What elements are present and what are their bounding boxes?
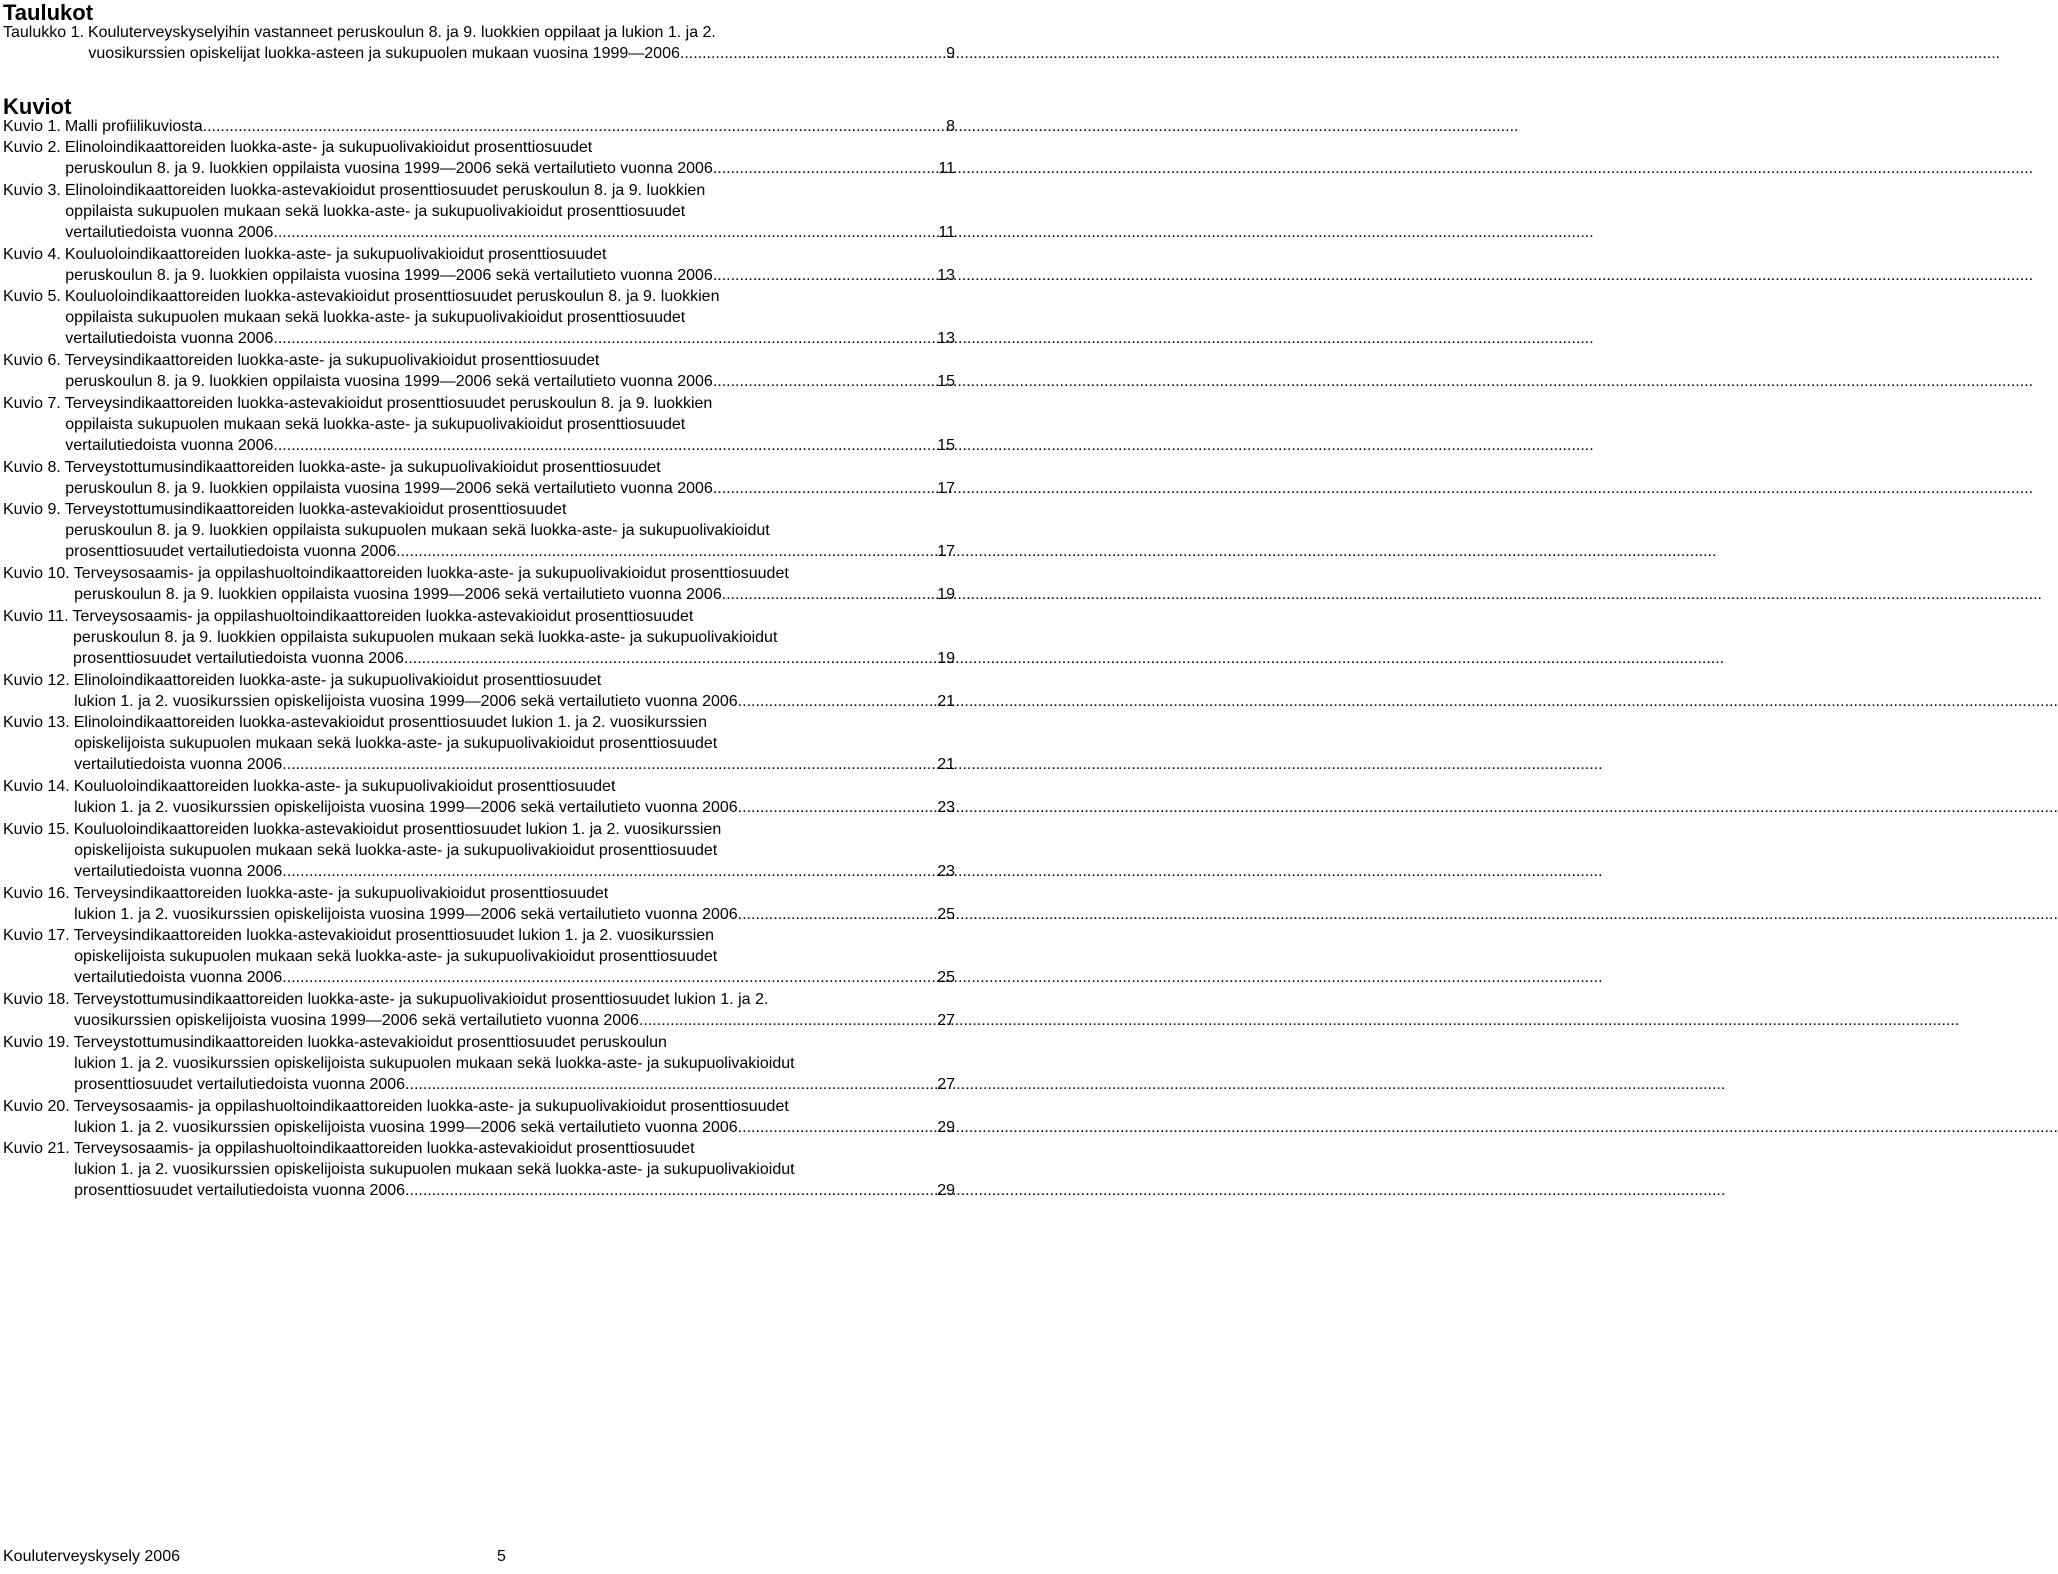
toc-entry-line — [3, 244, 955, 265]
toc-entry-text: Terveystottumusindikaattoreiden luokka-astevakioidut prosenttiosuudet peruskoulun — [73, 1033, 667, 1051]
toc-page-number: 8 — [946, 118, 955, 135]
toc-entry-label: Taulukko 1. — [3, 24, 84, 41]
toc-page-number: 13 — [937, 266, 955, 284]
toc-entry-text: Elinoloindikaattoreiden luokka-aste- ja sukupuolivakioidut prosenttiosuudet — [73, 671, 602, 689]
toc-entry[interactable] — [3, 286, 955, 349]
toc-entry-line — [3, 457, 955, 478]
toc-entry-label: Kuvio 4. — [3, 245, 61, 263]
toc-entry-line — [3, 989, 955, 1010]
toc-entry-line — [3, 691, 955, 712]
toc-entry-line — [3, 414, 955, 435]
toc-entry-text: prosenttiosuudet vertailutiedoista vuonna 2006. — [72, 649, 409, 667]
toc-page-number: 23 — [937, 799, 955, 817]
toc-page-number: 23 — [937, 862, 955, 880]
toc-entry-text: peruskoulun 8. ja 9. luokkien oppilaista vuosina 1999—2006 sekä vertailutieto vuonna 2006. — [65, 160, 718, 178]
toc-leader-dots — [742, 691, 935, 712]
toc-entry-line — [3, 563, 955, 584]
toc-entry-text: vertailutiedoista vuonna 2006. — [74, 756, 287, 774]
toc-entry-text: Kouluoloindikaattoreiden luokka-aste- ja sukupuolivakioidut prosenttiosuudet — [64, 245, 607, 263]
toc-entry[interactable] — [3, 712, 955, 775]
toc-entry[interactable] — [3, 499, 955, 562]
toc-entry-text: oppilaista sukupuolen mukaan sekä luokka-aste- ja sukupuolivakioidut prosenttiosuudet — [65, 415, 686, 433]
toc-entry-line — [3, 499, 955, 520]
tables-heading: Taulukot — [3, 0, 94, 25]
toc-entry-line — [3, 1138, 955, 1159]
toc-entry-label: Kuvio 2. — [3, 139, 61, 157]
toc-entry-text: opiskelijoista sukupuolen mukaan sekä luokka-aste- ja sukupuolivakioidut prosenttiosuudet — [74, 735, 718, 753]
toc-entry-text: Terveysindikaattoreiden luokka-aste- ja sukupuolivakioidut prosenttiosuudet — [73, 884, 609, 902]
toc-leader-dots — [410, 1074, 936, 1095]
toc-page-number: 25 — [937, 905, 955, 923]
toc-entry-text: Terveysosaamis- ja oppilashuoltoindikaattoreiden luokka-astevakioidut prosenttiosuudet — [72, 607, 694, 625]
toc-entry-text: Malli profiilikuviosta — [64, 118, 203, 135]
toc-entry[interactable] — [3, 1032, 955, 1095]
toc-leader-dots — [643, 1010, 935, 1031]
toc-page-number: 27 — [937, 1012, 955, 1030]
toc-entry-text: vertailutiedoista vuonna 2006. — [65, 330, 278, 348]
toc-entry-text: peruskoulun 8. ja 9. luokkien oppilaista vuosina 1999—2006 sekä vertailutieto vuonna 2006. — [65, 373, 718, 391]
toc-entry-line — [3, 627, 955, 648]
toc-entry-line — [3, 435, 955, 456]
toc-page-number: 19 — [937, 649, 955, 667]
toc-entry-text: lukion 1. ja 2. vuosikurssien opiskelijoista vuosina 1999—2006 sekä vertailutieto vuonna 2006. — [74, 692, 743, 710]
toc-leader-dots — [717, 478, 935, 499]
toc-entry[interactable] — [3, 244, 955, 286]
toc-entry-line — [3, 1180, 955, 1201]
toc-entry[interactable] — [3, 606, 955, 669]
toc-entry-text: Kouluoloindikaattoreiden luokka-astevakioidut prosenttiosuudet peruskoulun 8. ja 9. luokkien — [64, 288, 720, 306]
toc-entry-text: Terveystottumusindikaattoreiden luokka-aste- ja sukupuolivakioidut prosenttiosuudet — [64, 458, 661, 476]
toc-leader-dots — [278, 222, 937, 243]
toc-entry[interactable] — [3, 350, 955, 392]
toc-entry-text: Kouluoloindikaattoreiden luokka-astevakioidut prosenttiosuudet lukion 1. ja 2. vuosikurssien — [73, 820, 722, 838]
toc-page-number: 15 — [937, 373, 955, 391]
toc-entry-label: Kuvio 17. — [3, 927, 70, 945]
toc-entry-text: Kouluoloindikaattoreiden luokka-aste- ja sukupuolivakioidut prosenttiosuudet — [73, 778, 616, 796]
toc-entry[interactable] — [3, 180, 955, 243]
toc-entry-label: Kuvio 13. — [3, 714, 70, 732]
toc-entry-line — [3, 712, 955, 733]
toc-entry-line — [3, 328, 955, 349]
toc-entry-text: peruskoulun 8. ja 9. luokkien oppilaista vuosina 1999—2006 sekä vertailutieto vuonna 2006. — [65, 266, 718, 284]
toc-leader-dots — [717, 265, 935, 286]
toc-leader-dots — [287, 754, 935, 775]
toc-page-number: 15 — [937, 436, 955, 454]
toc-entry-text: prosenttiosuudet vertailutiedoista vuonna 2006. — [74, 1182, 410, 1200]
toc-entry-line — [3, 307, 955, 328]
toc-entry-line — [3, 222, 955, 243]
toc-entry[interactable] — [3, 22, 955, 64]
toc-entry-text: peruskoulun 8. ja 9. luokkien oppilaista sukupuolen mukaan sekä luokka-aste- ja sukupuolivakioidut — [72, 628, 778, 646]
toc-leader-dots — [410, 1180, 936, 1201]
toc-entry-label: Kuvio 12. — [3, 671, 70, 689]
toc-entry[interactable] — [3, 563, 955, 605]
toc-entry-line — [3, 754, 955, 775]
toc-entry-text: oppilaista sukupuolen mukaan sekä luokka-aste- ja sukupuolivakioidut prosenttiosuudet — [65, 309, 686, 327]
toc-page-number: 25 — [937, 969, 955, 987]
toc-entry-line — [3, 22, 955, 43]
toc-entry-line — [3, 967, 955, 988]
toc-entry-text: oppilaista sukupuolen mukaan sekä luokka-aste- ja sukupuolivakioidut prosenttiosuudet — [65, 202, 686, 220]
toc-entry-text: Elinoloindikaattoreiden luokka-astevakioidut prosenttiosuudet lukion 1. ja 2. vuosikurssien — [73, 714, 707, 732]
toc-entry-label: Kuvio 8. — [3, 458, 61, 476]
toc-entry-line — [3, 478, 955, 499]
toc-entry[interactable] — [3, 137, 955, 179]
toc-entry-line — [3, 925, 955, 946]
toc-leader-dots — [287, 861, 935, 882]
toc-leader-dots — [742, 1117, 935, 1138]
toc-entry-line — [3, 520, 955, 541]
toc-entry-label: Kuvio 19. — [3, 1033, 70, 1051]
toc-entry-line — [3, 840, 955, 861]
toc-entry-label: Kuvio 16. — [3, 884, 70, 902]
toc-entry-line — [3, 733, 955, 754]
toc-entry-line — [3, 1159, 955, 1180]
toc-entry[interactable] — [3, 776, 955, 818]
toc-entry-text: vertailutiedoista vuonna 2006. — [74, 969, 287, 987]
toc-entry-text: lukion 1. ja 2. vuosikurssien opiskelijoista vuosina 1999—2006 sekä vertailutieto vuonna 2006. — [74, 1118, 743, 1136]
toc-leader-dots — [717, 371, 935, 392]
footer-page-number: 5 — [497, 1548, 506, 1565]
toc-entry-label: Kuvio 9. — [3, 501, 61, 519]
toc-entry-text: lukion 1. ja 2. vuosikurssien opiskelijoista vuosina 1999—2006 sekä vertailutieto vuonna 2006. — [74, 905, 743, 923]
toc-entry-line — [3, 1053, 955, 1074]
toc-entry-line — [3, 265, 955, 286]
toc-entry-line — [3, 797, 955, 818]
toc-entry-label: Kuvio 5. — [3, 288, 61, 306]
toc-leader-dots — [278, 328, 935, 349]
toc-entry-text: opiskelijoista sukupuolen mukaan sekä luokka-aste- ja sukupuolivakioidut prosenttiosuudet — [74, 841, 718, 859]
toc-entry-line — [3, 648, 955, 669]
toc-page-number: 27 — [937, 1075, 955, 1093]
toc-leader-dots — [287, 967, 935, 988]
toc-entry[interactable] — [3, 116, 955, 137]
toc-entry-line — [3, 116, 955, 137]
toc-entry-line — [3, 946, 955, 967]
toc-leader-dots — [408, 648, 935, 669]
toc-page-number: 11 — [938, 160, 955, 178]
toc-entry-line — [3, 350, 955, 371]
toc-entry[interactable] — [3, 393, 955, 456]
toc-entry-line — [3, 819, 955, 840]
toc-entry-line — [3, 43, 955, 64]
toc-leader-dots — [203, 116, 944, 137]
toc-page-number: 19 — [937, 586, 955, 604]
toc-entry-label: Kuvio 20. — [3, 1097, 70, 1115]
toc-entry-text: Terveysosaamis- ja oppilashuoltoindikaattoreiden luokka-aste- ja sukupuolivakioidut prosenttiosuudet — [73, 1097, 789, 1115]
toc-entry[interactable] — [3, 1138, 955, 1201]
toc-entry-line — [3, 1010, 955, 1031]
toc-leader-dots — [742, 904, 935, 925]
toc-leader-dots — [401, 541, 936, 562]
toc-leader-dots — [684, 43, 944, 64]
toc-leader-dots — [278, 435, 935, 456]
toc-entry-line — [3, 158, 955, 179]
toc-entry-label: Kuvio 10. — [3, 565, 70, 583]
toc-entry[interactable] — [3, 670, 955, 712]
toc-leader-dots — [726, 584, 935, 605]
toc-entry-line — [3, 201, 955, 222]
toc-page-number: 29 — [937, 1182, 955, 1200]
toc-page-number: 21 — [937, 692, 955, 710]
toc-entry-text: prosenttiosuudet vertailutiedoista vuonna 2006. — [65, 543, 401, 561]
toc-entry-line — [3, 286, 955, 307]
toc-entry[interactable] — [3, 457, 955, 499]
toc-entry-label: Kuvio 14. — [3, 778, 70, 796]
toc-entry-text: prosenttiosuudet vertailutiedoista vuonna 2006. — [74, 1075, 410, 1093]
toc-entry-label: Kuvio 11. — [3, 607, 69, 625]
toc-entry-line — [3, 606, 955, 627]
toc-entry-line — [3, 1117, 955, 1138]
toc-entry-text: lukion 1. ja 2. vuosikurssien opiskelijoista sukupuolen mukaan sekä luokka-aste- ja sukupuolivakioidut — [74, 1054, 795, 1072]
toc-entry[interactable] — [3, 819, 955, 882]
toc-entry-text: Elinoloindikaattoreiden luokka-astevakioidut prosenttiosuudet peruskoulun 8. ja 9. luokkien — [64, 181, 706, 199]
footer-title: Kouluterveyskysely 2006 — [3, 1548, 180, 1565]
toc-page-number: 21 — [937, 756, 955, 774]
toc-entry-text: vertailutiedoista vuonna 2006. — [65, 223, 278, 241]
toc-entry-text: vuosikurssien opiskelijat luokka-asteen ja sukupuolen mukaan vuosina 1999—2006. — [88, 45, 685, 62]
toc-page-number: 29 — [937, 1118, 955, 1136]
toc-entry-text: vuosikurssien opiskelijoista vuosina 1999—2006 sekä vertailutieto vuonna 2006. — [74, 1012, 644, 1030]
toc-entry-line — [3, 1096, 955, 1117]
toc-entry-text: Terveysindikaattoreiden luokka-astevakioidut prosenttiosuudet peruskoulun 8. ja 9. luokkien — [64, 394, 713, 412]
toc-entry[interactable] — [3, 925, 955, 988]
toc-entry-text: peruskoulun 8. ja 9. luokkien oppilaista vuosina 1999—2006 sekä vertailutieto vuonna 2006. — [74, 586, 727, 604]
toc-entry-text: Terveysosaamis- ja oppilashuoltoindikaattoreiden luokka-astevakioidut prosenttiosuudet — [73, 1140, 695, 1158]
toc-entry-line — [3, 1032, 955, 1053]
toc-entry-text: Terveystottumusindikaattoreiden luokka-astevakioidut prosenttiosuudet — [64, 501, 567, 519]
toc-entry-label: Kuvio 18. — [3, 991, 70, 1009]
toc-page-number: 17 — [937, 543, 955, 561]
toc-entry-label: Kuvio 15. — [3, 820, 70, 838]
toc-entry-text: Terveysindikaattoreiden luokka-astevakioidut prosenttiosuudet lukion 1. ja 2. vuosikurssien — [73, 927, 715, 945]
toc-entry-text: vertailutiedoista vuonna 2006. — [74, 862, 287, 880]
toc-entry-label: Kuvio 3. — [3, 181, 61, 199]
document-page — [0, 0, 960, 1574]
toc-entry-text: Elinoloindikaattoreiden luokka-aste- ja sukupuolivakioidut prosenttiosuudet — [64, 139, 593, 157]
toc-entry-text: Terveysosaamis- ja oppilashuoltoindikaattoreiden luokka-aste- ja sukupuolivakioidut prosenttiosuudet — [73, 565, 789, 583]
toc-entry-line — [3, 393, 955, 414]
toc-entry-line — [3, 584, 955, 605]
figures-heading: Kuviot — [3, 94, 72, 119]
toc-entry-line — [3, 180, 955, 201]
toc-entry-line — [3, 137, 955, 158]
toc-entry[interactable] — [3, 989, 955, 1031]
toc-page-number: 9 — [946, 45, 955, 62]
toc-entry-label: Kuvio 1. — [3, 118, 61, 135]
toc-leader-dots — [742, 797, 935, 818]
toc-entry-text: Kouluterveyskyselyihin vastanneet peruskoulun 8. ja 9. luokkien oppilaat ja lukion 1. ja 2. — [87, 24, 716, 41]
toc-entry-label: Kuvio 21. — [3, 1140, 70, 1158]
toc-leader-dots — [717, 158, 936, 179]
toc-entry-line — [3, 904, 955, 925]
toc-entry-text: lukion 1. ja 2. vuosikurssien opiskelijoista sukupuolen mukaan sekä luokka-aste- ja sukupuolivakioidut — [74, 1161, 795, 1179]
toc-entry-text: peruskoulun 8. ja 9. luokkien oppilaista vuosina 1999—2006 sekä vertailutieto vuonna 2006. — [65, 479, 718, 497]
toc-entry-line — [3, 861, 955, 882]
toc-entry-text: lukion 1. ja 2. vuosikurssien opiskelijoista vuosina 1999—2006 sekä vertailutieto vuonna 2006. — [74, 799, 743, 817]
toc-page-number: 17 — [937, 479, 955, 497]
toc-page-number: 13 — [937, 330, 955, 348]
toc-entry-text: Terveystottumusindikaattoreiden luokka-aste- ja sukupuolivakioidut prosenttiosuudet lukion 1. ja 2. — [73, 991, 769, 1009]
toc-entry-text: Terveysindikaattoreiden luokka-aste- ja sukupuolivakioidut prosenttiosuudet — [64, 352, 600, 370]
toc-page-number: 11 — [938, 223, 955, 241]
toc-entry-line — [3, 670, 955, 691]
toc-entry-text: vertailutiedoista vuonna 2006. — [65, 436, 278, 454]
toc-entry-label: Kuvio 7. — [3, 394, 61, 412]
toc-entry-label: Kuvio 6. — [3, 352, 61, 370]
toc-entry-line — [3, 371, 955, 392]
toc-entry-text: opiskelijoista sukupuolen mukaan sekä luokka-aste- ja sukupuolivakioidut prosenttiosuudet — [74, 948, 718, 966]
toc-entry-text: peruskoulun 8. ja 9. luokkien oppilaista sukupuolen mukaan sekä luokka-aste- ja sukupuolivakioidut — [65, 522, 770, 540]
toc-entry-line — [3, 776, 955, 797]
toc-entry[interactable] — [3, 883, 955, 925]
toc-entry[interactable] — [3, 1096, 955, 1138]
toc-entry-line — [3, 541, 955, 562]
toc-entry-line — [3, 883, 955, 904]
toc-entry-line — [3, 1074, 955, 1095]
